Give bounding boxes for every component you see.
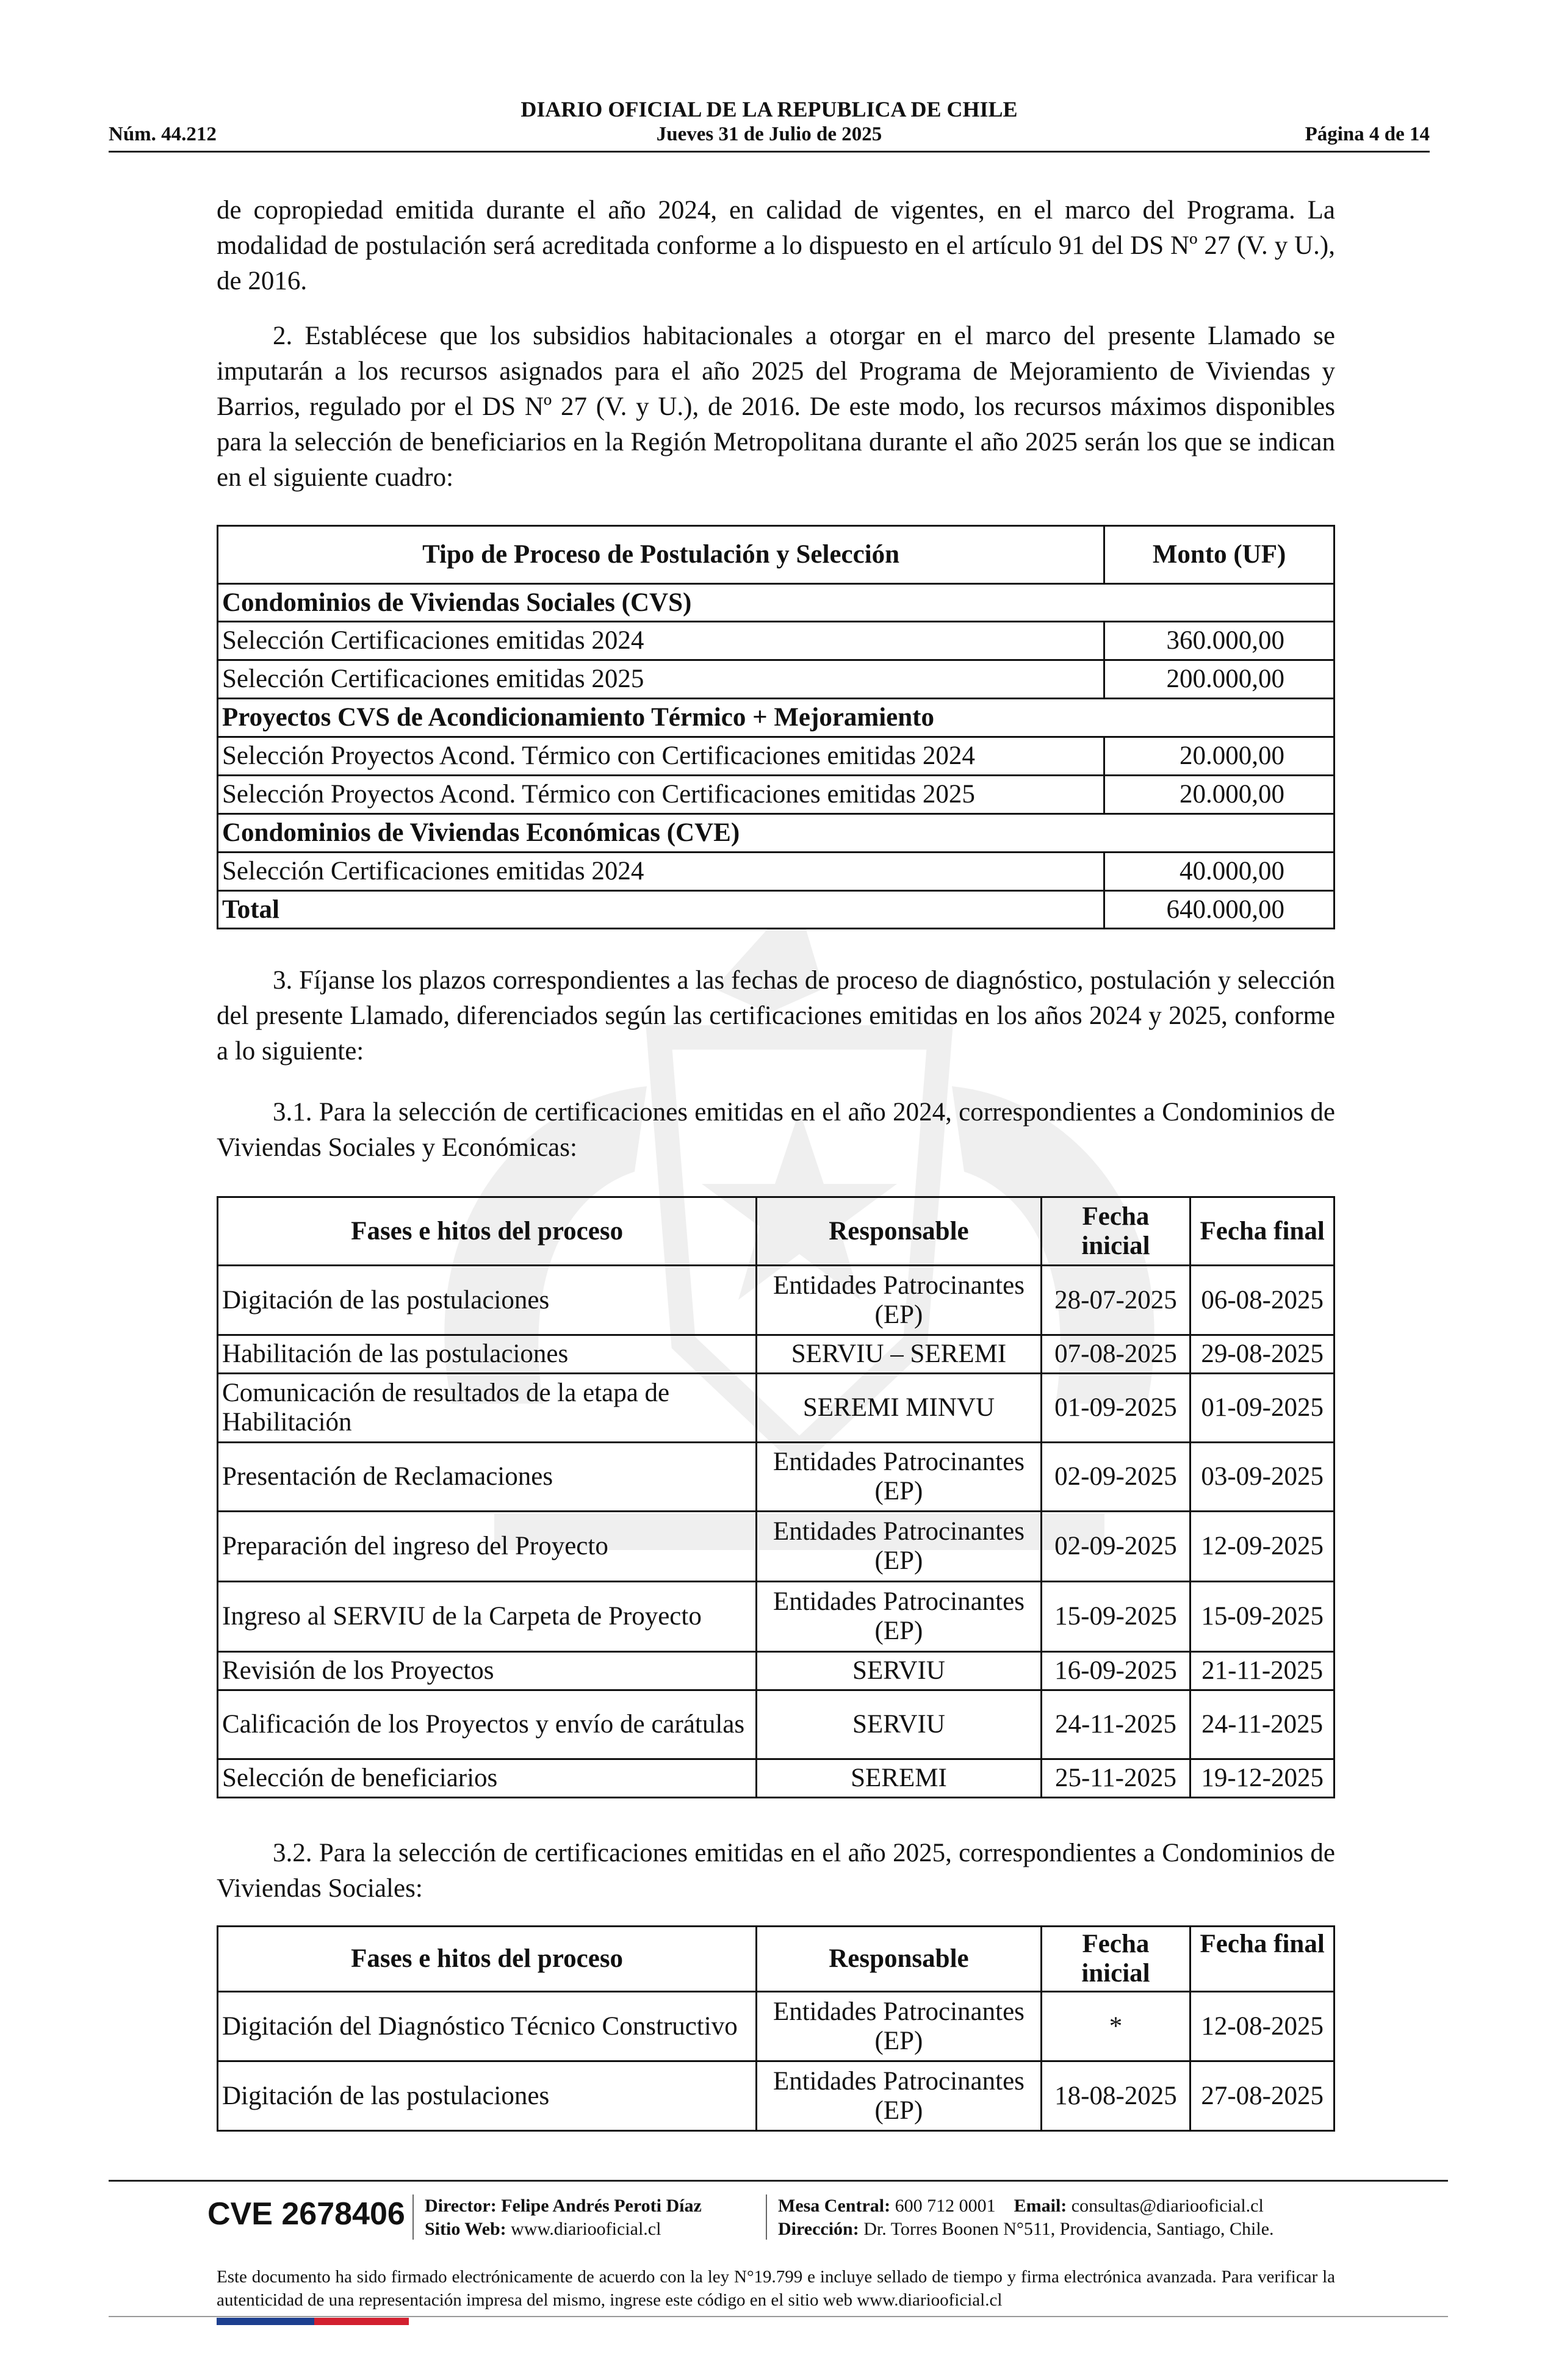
paragraph-3-1 [217,1095,1335,1166]
column-header-responsable: Responsable [757,1197,1041,1266]
address-label: Dirección: [778,2219,859,2239]
footer-divider [109,2180,1448,2182]
start-date-cell: 28-07-2025 [1041,1266,1190,1335]
publication-title: DIARIO OFICIAL DE LA REPUBLICA DE CHILE [520,97,1018,121]
end-date-cell: 19-12-2025 [1190,1759,1334,1798]
table-row [218,1759,1334,1798]
table-row [218,660,1334,699]
start-date-cell: 16-09-2025 [1041,1652,1190,1690]
table-row [218,1582,1334,1652]
schedule-table-2024 [217,1196,1335,1798]
row-label: Selección Certificaciones emitidas 2024 [218,622,1104,660]
table-row [218,737,1334,776]
responsible-cell: Entidades Patrocinantes (EP) [757,2061,1041,2131]
start-date-cell: 07-08-2025 [1041,1335,1190,1374]
email-label: Email: [1014,2196,1067,2216]
responsible-cell: SERVIU – SEREMI [757,1335,1041,1374]
table-row [218,853,1334,891]
director-label: Director: [425,2196,497,2216]
column-header-responsable: Responsable [757,1927,1041,1992]
row-amount: 20.000,00 [1104,737,1334,776]
table-row [218,1512,1334,1582]
phase-cell: Digitación de las postulaciones [218,2061,757,2131]
website-link[interactable]: www.diariooficial.cl [511,2219,661,2239]
start-date-cell: 02-09-2025 [1041,1443,1190,1512]
column-header-fecha-final: Fecha final [1190,1927,1334,1992]
column-header-fecha-final: Fecha final [1190,1197,1334,1266]
table-row [218,699,1334,737]
issue-number: Núm. 44.212 [109,123,217,145]
row-label: Selección Certificaciones emitidas 2025 [218,660,1104,699]
paragraph-3-2 [217,1836,1335,1906]
total-label: Total [218,891,1104,929]
end-date-cell: 01-09-2025 [1190,1374,1334,1443]
end-date-cell: 06-08-2025 [1190,1266,1334,1335]
mesa-label: Mesa Central: [778,2196,891,2216]
responsible-cell: Entidades Patrocinantes (EP) [757,1992,1041,2061]
section-label: Condominios de Viviendas Sociales (CVS) [218,584,1334,622]
end-date-cell: 15-09-2025 [1190,1582,1334,1652]
table-row [218,1992,1334,2061]
row-label: Selección Certificaciones emitidas 2024 [218,853,1104,891]
start-date-cell: 18-08-2025 [1041,2061,1190,2131]
phase-cell: Preparación del ingreso del Proyecto [218,1512,757,1582]
phase-cell: Comunicación de resultados de la etapa de Habilitación [218,1374,757,1443]
start-date-cell: 15-09-2025 [1041,1582,1190,1652]
footer-director-block [425,2194,702,2241]
table-row [218,2061,1334,2131]
section-label: Proyectos CVS de Acondicionamiento Térmico + Mejoramiento [218,699,1334,737]
responsible-cell: SERVIU [757,1652,1041,1690]
table-row [218,1374,1334,1443]
end-date-cell: 27-08-2025 [1190,2061,1334,2131]
total-amount: 640.000,00 [1104,891,1334,929]
start-date-cell: * [1041,1992,1190,2061]
table-row [218,1690,1334,1759]
address-text: Dr. Torres Boonen N°511, Providencia, Santiago, Chile. [863,2219,1274,2239]
paragraph-3-2-text: 3.2. Para la selección de certificaciones emitidas en el año 2025, correspondientes a Condominios de Viviendas Sociales: [217,1839,1335,1903]
row-label: Selección Proyectos Acond. Térmico con Certificaciones emitidas 2025 [218,776,1104,814]
table-row [218,1266,1334,1335]
paragraph-2 [217,319,1335,496]
phase-cell: Selección de beneficiarios [218,1759,757,1798]
column-header-monto: Monto (UF) [1104,526,1334,584]
end-date-cell: 21-11-2025 [1190,1652,1334,1690]
phase-cell: Presentación de Reclamaciones [218,1443,757,1512]
row-amount: 40.000,00 [1104,853,1334,891]
table-total-row [218,891,1334,929]
flag-stripe-red [314,2318,409,2325]
table-row [218,776,1334,814]
row-amount: 200.000,00 [1104,660,1334,699]
paragraph-continuation: de copropiedad emitida durante el año 2024, en calidad de vigentes, en el marco del Programa. La modalidad de postulación será acreditada conforme a lo dispuesto en el artículo 91 del DS Nº 27 (V. y U.), de 2016. [217,196,1335,295]
phase-cell: Digitación del Diagnóstico Técnico Constructivo [218,1992,757,2061]
footer-separator [412,2194,414,2240]
responsible-cell: SEREMI MINVU [757,1374,1041,1443]
table-row [218,584,1334,622]
end-date-cell: 03-09-2025 [1190,1443,1334,1512]
paragraph-3-1-text: 3.1. Para la selección de certificaciones emitidas en el año 2024, correspondientes a Condominios de Viviendas Sociales y Económicas: [217,1098,1335,1162]
start-date-cell: 25-11-2025 [1041,1759,1190,1798]
start-date-cell: 24-11-2025 [1041,1690,1190,1759]
phase-cell: Ingreso al SERVIU de la Carpeta de Proyecto [218,1582,757,1652]
column-header-fases: Fases e hitos del proceso [218,1197,757,1266]
column-header-fases: Fases e hitos del proceso [218,1927,757,1992]
responsible-cell: Entidades Patrocinantes (EP) [757,1266,1041,1335]
issue-date: Jueves 31 de Julio de 2025 [656,123,882,145]
resources-table [217,525,1335,929]
signature-notice: Este documento ha sido firmado electrónicamente de acuerdo con la ley N°19.799 e incluye sellado de tiempo y firma electrónica avanzada. Para verificar la autenticidad de una representación impresa del mismo, ingrese este código en el sitio web www.diariooficial.cl [217,2267,1335,2310]
responsible-cell: SEREMI [757,1759,1041,1798]
responsible-cell: SERVIU [757,1690,1041,1759]
phase-cell: Calificación de los Proyectos y envío de carátulas [218,1690,757,1759]
web-label: Sitio Web: [425,2219,506,2239]
paragraph-3 [217,963,1335,1069]
phase-cell: Digitación de las postulaciones [218,1266,757,1335]
row-amount: 20.000,00 [1104,776,1334,814]
cve-code: CVE 2678406 [207,2196,405,2232]
column-header-tipo: Tipo de Proceso de Postulación y Selección [218,526,1104,584]
paragraph-2-text: 2. Establécese que los subsidios habitacionales a otorgar en el marco del presente Llamado se imputarán a los recursos asignados para el año 2025 del Programa de Mejoramiento de Viviendas y Barrios, regulado por el DS Nº 27 (V. y U.), de 2016. De este modo, los recursos máximos disponibles para la selección de beneficiarios en la Región Metropolitana durante el año 2025 serán los que se indican en el siguiente cuadro: [217,322,1335,492]
page-header [109,92,1430,153]
responsible-cell: Entidades Patrocinantes (EP) [757,1443,1041,1512]
section-label: Condominios de Viviendas Económicas (CVE) [218,814,1334,853]
table-header-row [218,526,1334,584]
schedule-table-2025 [217,1925,1335,2132]
row-amount: 360.000,00 [1104,622,1334,660]
table-row [218,814,1334,853]
footer-bottom-line [109,2316,1448,2317]
responsible-cell: Entidades Patrocinantes (EP) [757,1582,1041,1652]
email-link[interactable]: consultas@diariooficial.cl [1071,2196,1264,2216]
table-header-row [218,1927,1334,1992]
responsible-cell: Entidades Patrocinantes (EP) [757,1512,1041,1582]
end-date-cell: 24-11-2025 [1190,1690,1334,1759]
table-header-row [218,1197,1334,1266]
mesa-phone: 600 712 0001 [895,2196,996,2216]
page-number: Página 4 de 14 [1305,123,1430,145]
footer-separator [766,2194,767,2240]
table-row [218,1443,1334,1512]
table-row [218,1652,1334,1690]
flag-stripe-blue [217,2318,314,2325]
phase-cell: Habilitación de las postulaciones [218,1335,757,1374]
end-date-cell: 12-08-2025 [1190,1992,1334,2061]
director-name: Felipe Andrés Peroti Díaz [501,2196,702,2216]
phase-cell: Revisión de los Proyectos [218,1652,757,1690]
start-date-cell: 02-09-2025 [1041,1512,1190,1582]
column-header-fecha-inicial: Fecha inicial [1041,1197,1190,1266]
end-date-cell: 12-09-2025 [1190,1512,1334,1582]
end-date-cell: 29-08-2025 [1190,1335,1334,1374]
table-row [218,1335,1334,1374]
footer-contact-block [778,2194,1274,2241]
start-date-cell: 01-09-2025 [1041,1374,1190,1443]
paragraph-3-text: 3. Fíjanse los plazos correspondientes a las fechas de proceso de diagnóstico, postulación y selección del presente Llamado, diferenciados según las certificaciones emitidas en los años 2024 y 2025, conforme a lo siguiente: [217,966,1335,1066]
row-label: Selección Proyectos Acond. Térmico con Certificaciones emitidas 2024 [218,737,1104,776]
table-row [218,622,1334,660]
column-header-fecha-inicial: Fecha inicial [1041,1927,1190,1992]
